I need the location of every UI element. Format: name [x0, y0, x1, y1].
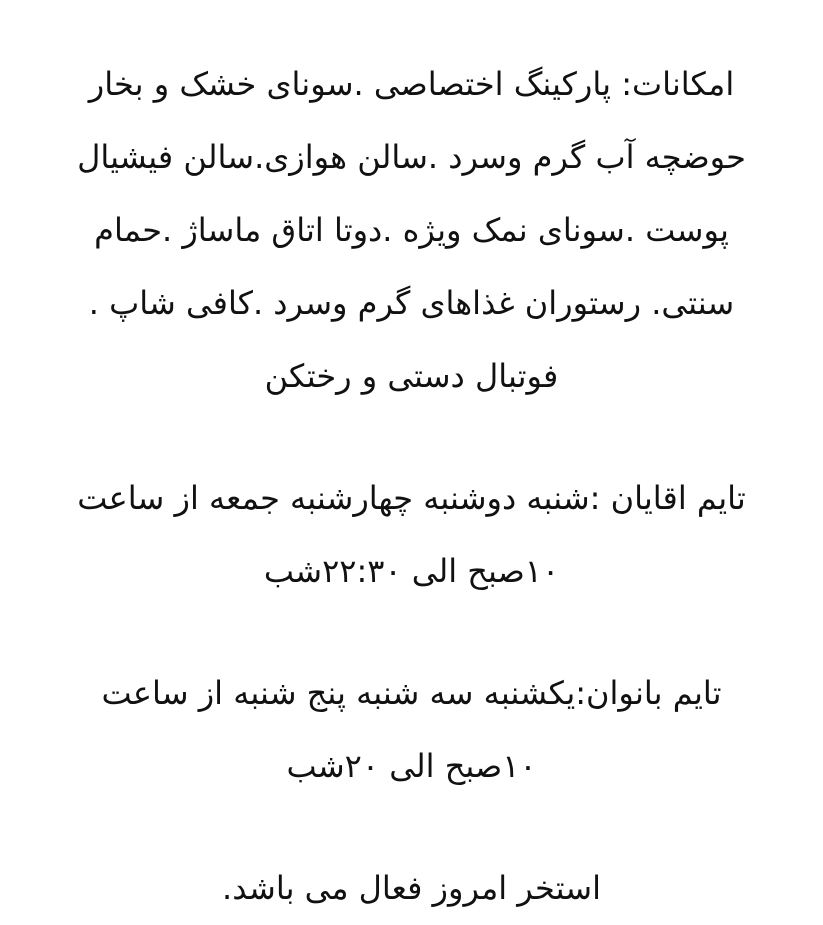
- amenities-line: امکانات: پارکینگ اختصاصی .سونای خشک و بخار: [88, 65, 735, 103]
- amenities-line: فوتبال دستی و رختکن: [264, 357, 559, 395]
- amenities-line: سنتی. رستوران غذاهای گرم وسرد .کافی شاپ .: [88, 284, 735, 322]
- amenities-line: حوضچه آب گرم وسرد .سالن هوازی.سالن فیشیال: [77, 138, 746, 176]
- women-hours-time: ۱۰صبح الی ۲۰شب: [286, 747, 537, 785]
- amenities-line: پوست .سونای نمک ویژه .دوتا اتاق ماساژ .حمام: [94, 211, 729, 249]
- pool-status-text: استخر امروز فعال می باشد.: [222, 869, 601, 907]
- paragraph-spacer: [36, 413, 787, 462]
- amenities-paragraph: [36, 48, 787, 413]
- paragraph-spacer: [36, 803, 787, 852]
- men-hours-days: تایم اقایان :شنبه دوشنبه چهارشنبه جمعه از ساعت: [77, 479, 746, 517]
- women-hours-days: تایم بانوان:یکشنبه سه شنبه پنج شنبه از ساعت: [101, 674, 722, 712]
- women-hours-paragraph: [36, 657, 787, 803]
- pool-status-paragraph: [36, 852, 787, 925]
- men-hours-time: ۱۰صبح الی ۲۲:۳۰شب: [263, 552, 560, 590]
- men-hours-paragraph: [36, 462, 787, 608]
- paragraph-spacer: [36, 608, 787, 657]
